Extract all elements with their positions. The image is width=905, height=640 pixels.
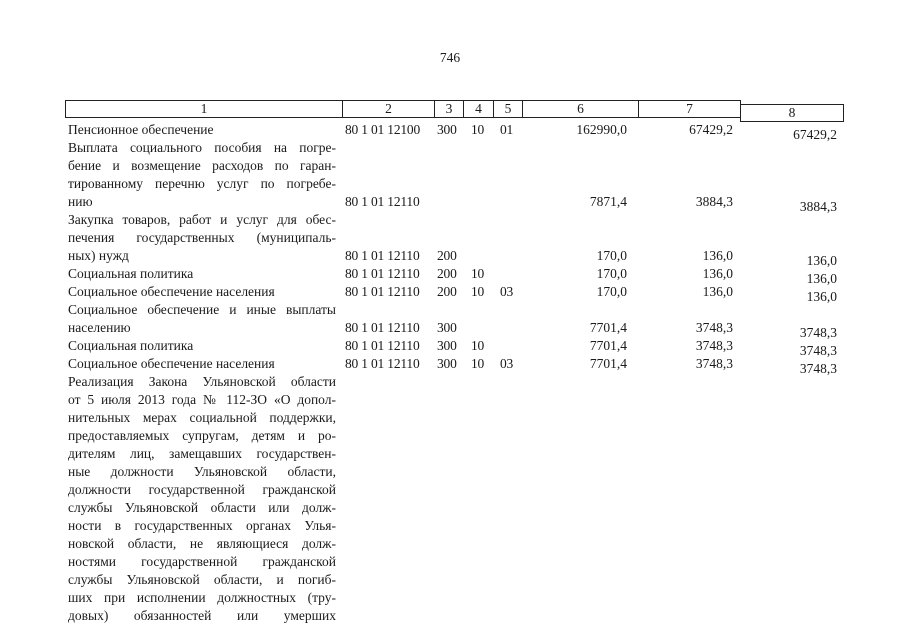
- description-line: Социальное обеспечение населения: [68, 284, 275, 299]
- code-cell: 80 1 01 12110: [345, 266, 420, 281]
- header-col-8: 8: [740, 104, 844, 122]
- amount-col-8: 3748,3: [799, 361, 837, 376]
- amount-col-6: 7871,4: [589, 194, 627, 209]
- row-description: [68, 283, 336, 301]
- code-cell: 80 1 01 12110: [345, 356, 420, 371]
- amount-col-8: 136,0: [806, 253, 837, 268]
- row-description: [68, 301, 336, 337]
- amount-col-6: 7701,4: [589, 338, 627, 353]
- amount-col-6: 7701,4: [589, 356, 627, 371]
- expense-type-cell: 300: [437, 338, 457, 353]
- amount-col-8: 3884,3: [799, 199, 837, 214]
- section-cell: 10: [471, 338, 485, 353]
- amount-col-7: 136,0: [702, 284, 733, 299]
- amount-col-8: 3748,3: [799, 343, 837, 358]
- section-cell: 10: [471, 266, 485, 281]
- code-cell: 80 1 01 12100: [345, 122, 421, 137]
- description-line: Закупка товаров, работ и услуг для обес-: [68, 212, 336, 227]
- subsection-cell: 03: [500, 284, 514, 299]
- amount-col-8: 67429,2: [793, 127, 837, 142]
- tail-line: дителям лиц, замещавших государствен-: [68, 446, 336, 461]
- expense-type-cell: 200: [437, 266, 457, 281]
- row-description: [68, 139, 336, 211]
- amount-col-6: 7701,4: [589, 320, 627, 335]
- expense-type-cell: 300: [437, 122, 457, 137]
- description-line: ных) нужд: [68, 248, 129, 263]
- tail-line: должности государственной гражданской: [68, 482, 336, 497]
- description-line: Выплата социального пособия на погре-: [68, 140, 336, 155]
- description-line: печения государственных (муниципаль-: [68, 230, 336, 245]
- page-number: 746: [439, 50, 461, 65]
- amount-col-6: 170,0: [596, 284, 627, 299]
- description-line: бение и возмещение расходов по гаран-: [68, 158, 336, 173]
- description-line: тированному перечню услуг по погребе-: [68, 176, 336, 191]
- tail-line: довых) обязанностей или умерших: [68, 608, 336, 623]
- description-line: Пенсионное обеспечение: [68, 122, 214, 137]
- header-col-6: 6: [522, 100, 639, 118]
- tail-line: службы Ульяновской области, и погиб-: [68, 572, 336, 587]
- expense-type-cell: 200: [437, 248, 457, 263]
- code-cell: 80 1 01 12110: [345, 338, 420, 353]
- description-line: Социальная политика: [68, 266, 194, 281]
- description-line: Социальное обеспечение населения: [68, 356, 275, 371]
- header-col-1: 1: [65, 100, 343, 118]
- amount-col-7: 3748,3: [695, 356, 733, 371]
- tail-paragraph: [68, 373, 336, 625]
- amount-col-7: 136,0: [702, 266, 733, 281]
- tail-line: предоставляемых супругам, детям и ро-: [68, 428, 336, 443]
- header-col-3: 3: [434, 100, 464, 118]
- amount-col-7: 3748,3: [695, 338, 733, 353]
- expense-type-cell: 300: [437, 320, 457, 335]
- header-col-4: 4: [463, 100, 494, 118]
- code-cell: 80 1 01 12110: [345, 284, 420, 299]
- row-description: [68, 121, 336, 139]
- header-col-2: 2: [342, 100, 435, 118]
- tail-line: нительных мерах социальной поддержки,: [68, 410, 336, 425]
- header-col-7: 7: [638, 100, 741, 118]
- header-col-5: 5: [493, 100, 523, 118]
- amount-col-6: 170,0: [596, 248, 627, 263]
- row-description: [68, 265, 336, 283]
- amount-col-7: 67429,2: [689, 122, 733, 137]
- row-description: [68, 211, 336, 265]
- subsection-cell: 03: [500, 356, 514, 371]
- amount-col-7: 3884,3: [695, 194, 733, 209]
- amount-col-6: 170,0: [596, 266, 627, 281]
- description-line: населению: [68, 320, 131, 335]
- expense-type-cell: 200: [437, 284, 457, 299]
- row-description: [68, 355, 336, 373]
- section-cell: 10: [471, 122, 485, 137]
- tail-line: новской области, не являющиеся долж-: [68, 536, 336, 551]
- tail-line: службы Ульяновской области или долж-: [68, 500, 336, 515]
- subsection-cell: 01: [500, 122, 514, 137]
- section-cell: 10: [471, 284, 485, 299]
- tail-line: ших при исполнении должностных (тру-: [68, 590, 336, 605]
- amount-col-6: 162990,0: [576, 122, 627, 137]
- code-cell: 80 1 01 12110: [345, 320, 420, 335]
- expense-type-cell: 300: [437, 356, 457, 371]
- tail-line: Реализация Закона Ульяновской области: [68, 374, 336, 389]
- tail-line: от 5 июля 2013 года № 112-ЗО «О допол-: [68, 392, 336, 407]
- row-description: [68, 337, 336, 355]
- code-cell: 80 1 01 12110: [345, 194, 420, 209]
- tail-line: ности в государственных органах Улья-: [68, 518, 336, 533]
- amount-col-8: 136,0: [806, 289, 837, 304]
- code-cell: 80 1 01 12110: [345, 248, 420, 263]
- amount-col-8: 136,0: [806, 271, 837, 286]
- description-line: нию: [68, 194, 93, 209]
- description-line: Социальная политика: [68, 338, 194, 353]
- amount-col-8: 3748,3: [799, 325, 837, 340]
- section-cell: 10: [471, 356, 485, 371]
- tail-line: ностями государственной гражданской: [68, 554, 336, 569]
- description-line: Социальное обеспечение и иные выплаты: [68, 302, 336, 317]
- amount-col-7: 136,0: [702, 248, 733, 263]
- tail-line: ные должности Ульяновской области,: [68, 464, 336, 479]
- amount-col-7: 3748,3: [695, 320, 733, 335]
